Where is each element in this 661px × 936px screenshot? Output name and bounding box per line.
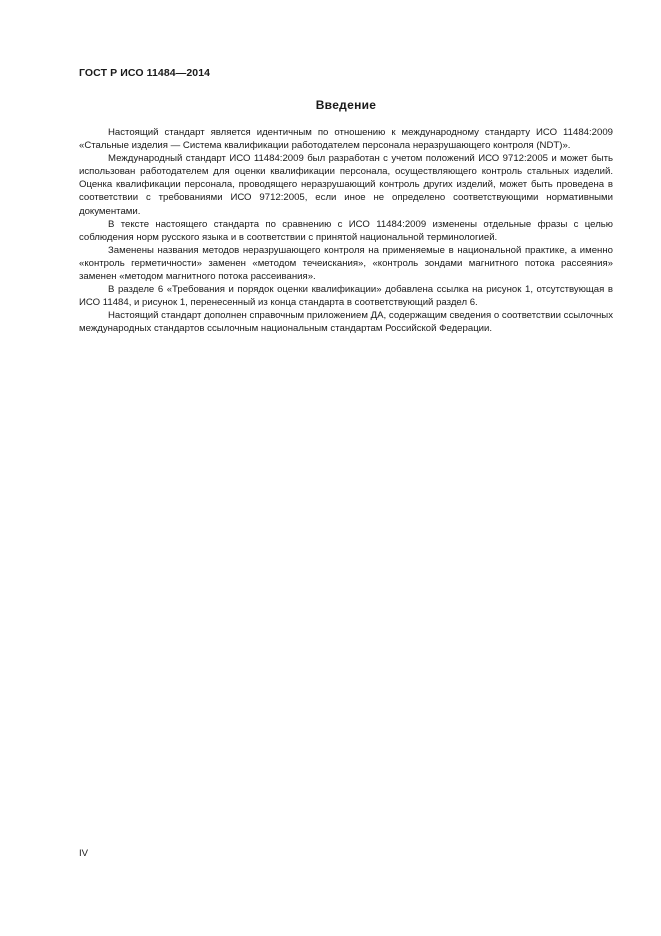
paragraph: Заменены названия методов неразрушающего контроля на применяемые в национальной практике, а именно «контроль герметичности» заменен «методом течеискания», «контроль зондами магнитного потока рассеяния» заменен «методом магнитного потока рассеивания». <box>79 244 613 283</box>
paragraph: В тексте настоящего стандарта по сравнению с ИСО 11484:2009 изменены отдельные фразы с целью соблюдения норм русского языка и в соответствии с принятой национальной терминологией. <box>79 218 613 243</box>
paragraph: Настоящий стандарт дополнен справочным приложением ДА, содержащим сведения о соответствии ссылочных международных стандартов ссылочным национальным стандартам Российской Федерации. <box>79 310 613 335</box>
document-header: ГОСТ Р ИСО 11484—2014 <box>79 67 211 79</box>
paragraph: Настоящий стандарт является идентичным по отношению к международному стандарту ИСО 11484:2009 «Стальные изделия — Система квалификации работодателем персонала неразрушающего контроля (NDT)». <box>79 127 613 152</box>
page-number: IV <box>79 848 89 859</box>
paragraph: Международный стандарт ИСО 11484:2009 был разработан с учетом положений ИСО 9712:2005 и может быть использован работодателем для оценки квалификации персонала, осуществляющего контроль стальных изделий. Оценка квалификации персонала, проводящего неразрушающий контроль других изделий, может быть проведена в соответствии с требованиями ИСО 9712:2005, если иное не определено соответствующими нормативными документами. <box>79 153 613 217</box>
paragraph: В разделе 6 «Требования и порядок оценки квалификации» добавлена ссылка на рисунок 1, отсутствующая в ИСО 11484, и рисунок 1, перенесенный из конца стандарта в соответствующий раздел 6. <box>79 284 613 309</box>
section-body <box>79 126 613 336</box>
section-title: Введение <box>315 98 377 112</box>
